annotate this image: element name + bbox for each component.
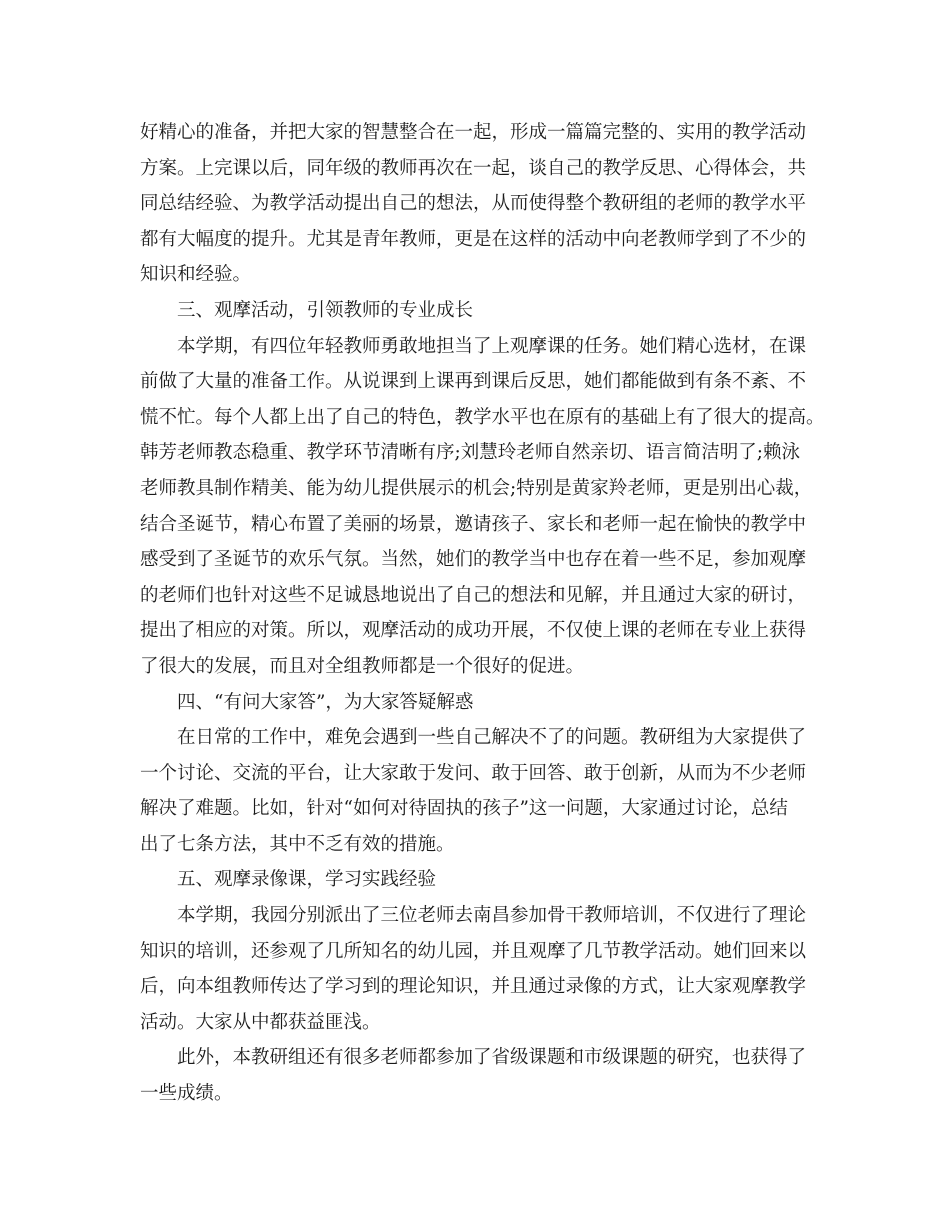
text-line: 一些成绩。 <box>140 1083 233 1105</box>
text-line: 前做了大量的准备工作。从说课到上课再到课后反思，她们都能做到有条不紊、不 <box>140 371 807 393</box>
text-line: 出了七条方法，其中不乏有效的措施。 <box>140 833 455 855</box>
text-line: 同总结经验、为教学活动提出自己的想法，从而使得整个教研组的老师的教学水平 <box>140 193 807 215</box>
text-line: 一个讨论、交流的平台，让大家敢于发问、敢于回答、敢于创新，从而为不少老师 <box>140 762 807 784</box>
text-line: 感受到了圣诞节的欢乐气氛。当然，她们的教学当中也存在着一些不足，参加观摩 <box>140 549 807 571</box>
text-line: 都有大幅度的提升。尤其是青年教师，更是在这样的活动中向老教师学到了不少的 <box>140 228 807 250</box>
text-line: 的老师们也针对这些不足诚恳地说出了自己的想法和见解，并且通过大家的研讨， <box>140 584 807 606</box>
text-line: 四、“有问大家答”，为大家答疑解惑 <box>177 691 474 713</box>
text-line: 本学期，有四位年轻教师勇敢地担当了上观摩课的任务。她们精心选材，在课 <box>177 335 807 357</box>
text-line: 三、观摩活动，引领教师的专业成长 <box>177 299 474 321</box>
text-line: 知识的培训，还参观了几所知名的幼儿园，并且观摩了几节教学活动。她们回来以 <box>140 940 807 962</box>
text-line: 解决了难题。比如，针对“如何对待固执的孩子”这一问题，大家通过讨论，总结 <box>140 798 788 820</box>
text-line: 后，向本组教师传达了学习到的理论知识，并且通过录像的方式，让大家观摩教学 <box>140 976 807 998</box>
text-line: 结合圣诞节，精心布置了美丽的场景，邀请孩子、家长和老师一起在愉快的教学中 <box>140 513 807 535</box>
text-line: 提出了相应的对策。所以，观摩活动的成功开展，不仅使上课的老师在专业上获得 <box>140 620 807 642</box>
text-line: 在日常的工作中，难免会遇到一些自己解决不了的问题。教研组为大家提供了 <box>177 727 807 749</box>
text-line: 此外，本教研组还有很多老师都参加了省级课题和市级课题的研究，也获得了 <box>177 1047 807 1069</box>
text-line: 好精心的准备，并把大家的智慧整合在一起，形成一篇篇完整的、实用的教学活动 <box>140 122 807 143</box>
text-line: 了很大的发展，而且对全组教师都是一个很好的促进。 <box>140 655 585 677</box>
text-line: 慌不忙。每个人都上出了自己的特色，教学水平也在原有的基础上有了很大的提高。 <box>140 406 825 428</box>
text-line: 知识和经验。 <box>140 264 252 286</box>
text-line: 方案。上完课以后，同年级的教师再次在一起，谈自己的教学反思、心得体会，共 <box>140 157 807 179</box>
document-body <box>140 115 830 1112</box>
text-line: 韩芳老师教态稳重、教学环节清晰有序;刘慧玲老师自然亲切、语言简洁明了;赖泳 <box>140 442 800 464</box>
text-line: 老师教具制作精美、能为幼儿提供展示的机会;特别是黄家羚老师，更是别出心裁， <box>140 477 813 499</box>
text-line: 活动。大家从中都获益匪浅。 <box>140 1011 381 1033</box>
text-line: 本学期，我园分别派出了三位老师去南昌参加骨干教师培训，不仅进行了理论 <box>177 905 807 927</box>
text-line: 五、观摩录像课，学习实践经验 <box>177 869 437 891</box>
